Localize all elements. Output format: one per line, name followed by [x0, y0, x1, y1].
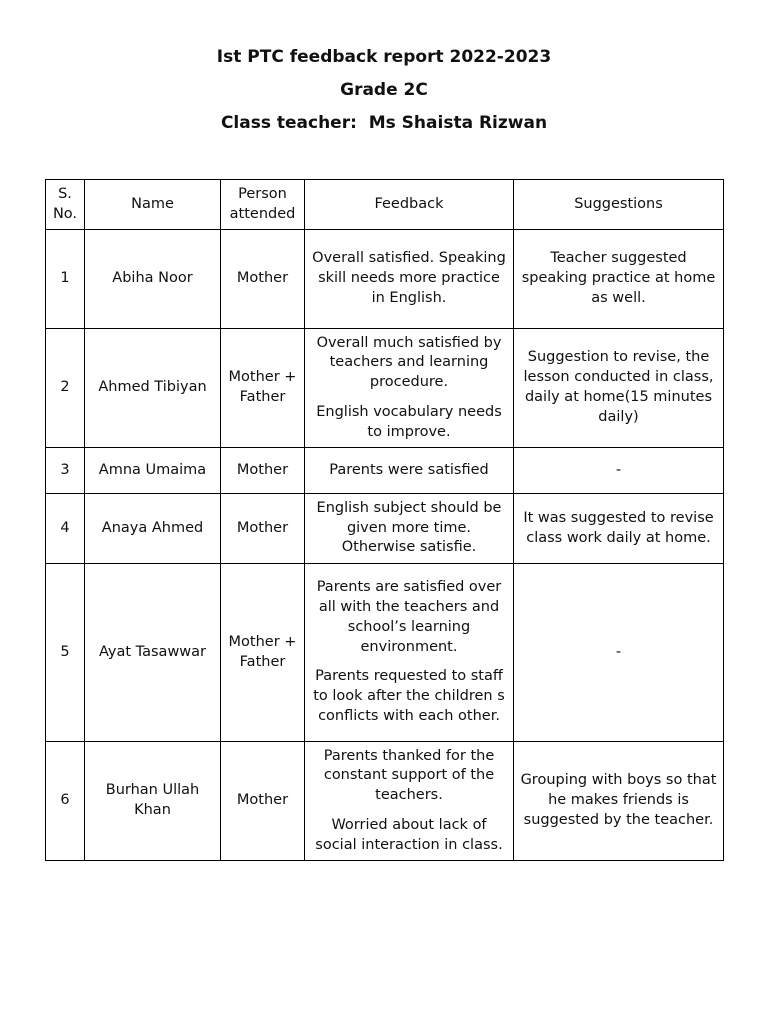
cell-person-attended: Mother + Father: [221, 329, 305, 448]
column-header-feedback: Feedback: [305, 180, 514, 230]
feedback-text: Parents are satisfied over all with the teachers and school’s learning environment.: [316, 579, 502, 655]
cell-feedback: [305, 448, 514, 494]
cell-name: Amna Umaima: [85, 448, 221, 494]
cell-suggestion: Teacher suggested speaking practice at home as well.: [514, 230, 724, 329]
cell-name: Ahmed Tibiyan: [85, 329, 221, 448]
cell-suggestion: -: [514, 448, 724, 494]
feedback-text: English vocabulary needs to improve.: [316, 403, 502, 440]
cell-name: Burhan Ullah Khan: [85, 742, 221, 861]
feedback-text: Worried about lack of social interaction in class.: [315, 816, 503, 853]
feedback-text: Parents requested to staff to look after the children s conflicts with each other.: [313, 668, 505, 724]
cell-sno: 2: [46, 329, 85, 448]
cell-person-attended: Mother: [221, 742, 305, 861]
table-row: [46, 742, 724, 861]
cell-name: Anaya Ahmed: [85, 494, 221, 564]
cell-feedback: [305, 230, 514, 329]
table-row: [46, 494, 724, 564]
cell-feedback: [305, 494, 514, 564]
cell-sno: 4: [46, 494, 85, 564]
report-header: [0, 44, 768, 143]
cell-sno: 1: [46, 230, 85, 329]
column-header-suggestions: Suggestions: [514, 180, 724, 230]
grade-label: Grade 2C: [340, 80, 428, 100]
table-row: [46, 564, 724, 742]
cell-suggestion: Suggestion to revise, the lesson conducted in class, daily at home(15 minutes daily): [514, 329, 724, 448]
cell-suggestion: -: [514, 564, 724, 742]
cell-name: Abiha Noor: [85, 230, 221, 329]
feedback-text: Overall satisfied. Speaking skill needs more practice in English.: [312, 250, 506, 306]
cell-person-attended: Mother + Father: [221, 564, 305, 742]
feedback-text: English subject should be given more time. Otherwise satisfie.: [316, 499, 502, 556]
cell-person-attended: Mother: [221, 230, 305, 329]
cell-feedback: [305, 564, 514, 742]
cell-feedback: [305, 742, 514, 861]
column-header-name: Name: [85, 180, 221, 230]
cell-person-attended: Mother: [221, 448, 305, 494]
column-header-sno: S. No.: [46, 180, 85, 230]
cell-sno: 5: [46, 564, 85, 742]
table-row: [46, 230, 724, 329]
feedback-text: Parents thanked for the constant support of the teachers.: [323, 747, 495, 804]
cell-suggestion: Grouping with boys so that he makes friends is suggested by the teacher.: [514, 742, 724, 861]
cell-sno: 3: [46, 448, 85, 494]
class-teacher-label: Class teacher: Ms Shaista Rizwan: [220, 113, 548, 133]
feedback-text: Parents were satisfied: [329, 461, 489, 478]
table-row: [46, 448, 724, 494]
cell-feedback: [305, 329, 514, 448]
table-row: [46, 329, 724, 448]
table-header-row: [46, 180, 724, 230]
column-header-person-attended: Person attended: [221, 180, 305, 230]
cell-name: Ayat Tasawwar: [85, 564, 221, 742]
cell-person-attended: Mother: [221, 494, 305, 564]
feedback-text: Overall much satisfied by teachers and learning procedure.: [316, 334, 502, 391]
report-title: Ist PTC feedback report 2022-2023: [216, 47, 552, 67]
cell-suggestion: It was suggested to revise class work daily at home.: [514, 494, 724, 564]
cell-sno: 6: [46, 742, 85, 861]
feedback-table: [45, 179, 724, 861]
